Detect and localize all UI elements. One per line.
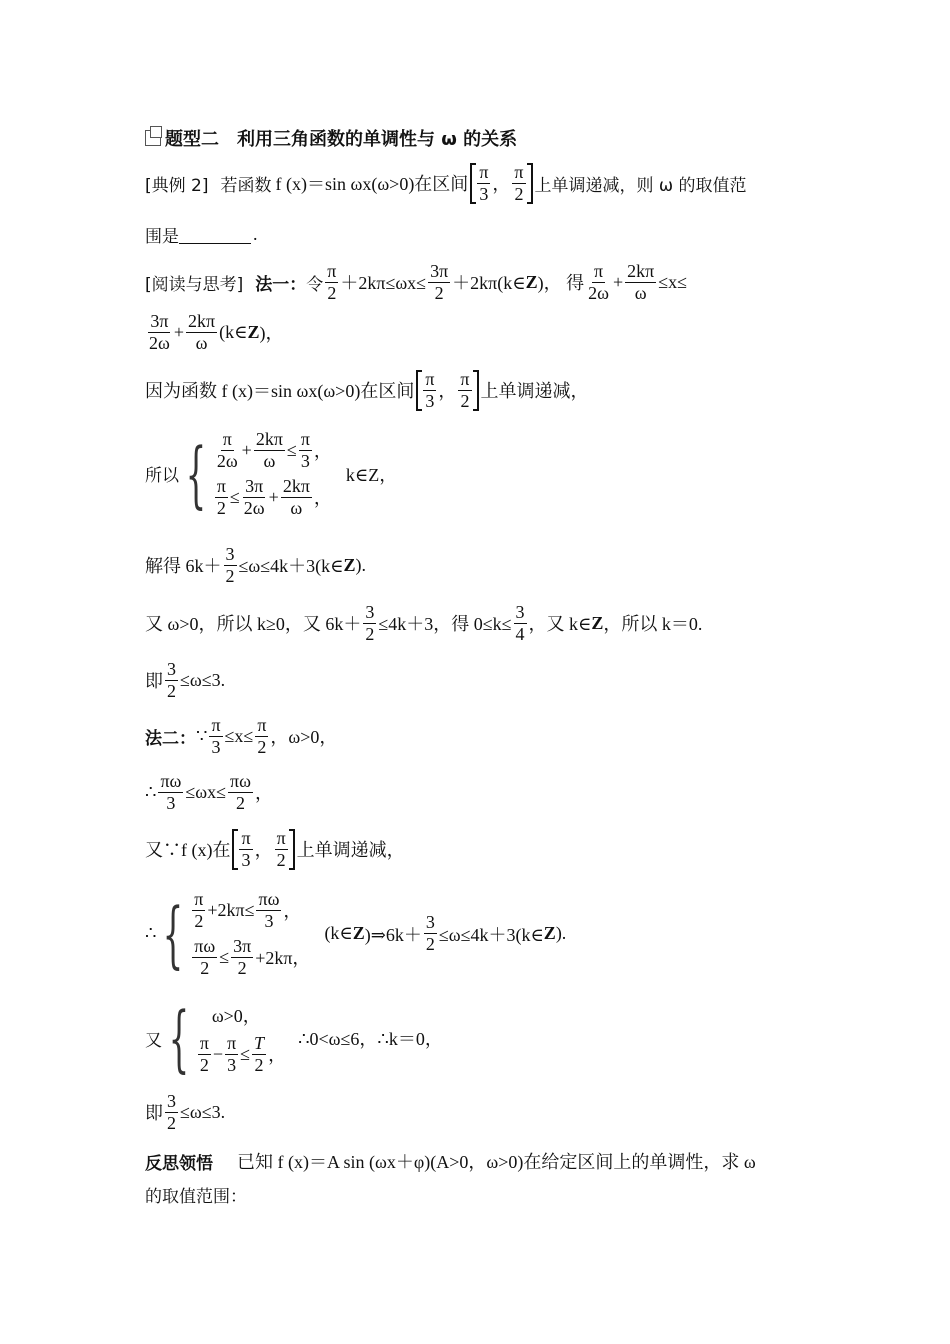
left-brace-icon: { xyxy=(163,891,184,976)
fraction: $\frac{\pi}{3}$ xyxy=(211,715,221,757)
also-line: 又 ω>0，所以 k≥0，又 6k＋ $\frac{3}{2}$ ≤4k＋3，得 0≤k≤ $\frac{3}{4}$ ，又 k∈ Z ，所以 k＝0. xyxy=(145,602,703,644)
fraction: $\frac{3}{2}$ xyxy=(225,544,235,586)
fraction: $\frac{\pi}{3}$ xyxy=(241,828,251,870)
interval-bracket: $\frac{\pi}{3}$ ， $\frac{\pi}{2}$ xyxy=(470,163,532,204)
fraction: $\frac{3}{2}$ xyxy=(365,602,375,644)
fraction: $\frac{\pi}{2}$ xyxy=(199,1033,209,1075)
reading-label: [阅读与思考] xyxy=(145,274,244,295)
answer-blank xyxy=(179,225,251,244)
section-title: 题型二 利用三角函数的单调性与 ω 的关系 xyxy=(165,129,518,150)
method2-line-3: 又∵f (x)在 $\frac{\pi}{3}$ ， $\frac{\pi}{2}$ 上单调递减， xyxy=(145,828,405,870)
fraction: $\frac{\pi}{2\omega}$ xyxy=(588,261,609,303)
left-brace-icon: { xyxy=(168,996,190,1081)
system-rows xyxy=(196,1002,286,1075)
fraction: $\frac{3\pi}{2}$ xyxy=(233,935,252,978)
fraction: $\frac{2k\pi}{\omega}$ xyxy=(255,429,283,471)
because-line: 因为函数 f (x)＝sin ωx(ω>0)在区间 $\frac{\pi}{3}$ ， $\frac{\pi}{2}$ 上单调递减， xyxy=(145,369,589,411)
reading-line-1: [阅读与思考] 法一： 令 $\frac{\pi}{2}$ ＋2kπ≤ωx≤ $\frac{3\pi}{2}$ ＋2kπ(k∈ Z )， 得 $\frac{\pi}{2\omega}$ + $\frac{2k\pi}{\omega}$ ≤x≤ xyxy=(145,261,687,303)
example-line-1 xyxy=(145,163,747,204)
interval-bracket: $\frac{\pi}{3}$ ， $\frac{\pi}{2}$ xyxy=(416,370,478,411)
system-row: $\frac{\pi\omega}{2}$ ≤ $\frac{3\pi}{2}$ +2kπ， xyxy=(194,935,311,978)
fraction: $\frac{\pi}{2}$ xyxy=(514,162,524,204)
method2-line-2: ∴ $\frac{\pi\omega}{3}$ ≤ωx≤ $\frac{\pi\omega}{2}$ ， xyxy=(145,771,273,813)
fraction: $\frac{\pi}{2}$ xyxy=(276,828,286,870)
system-1: 所以 { $\frac{\pi}{2\omega}$ + $\frac{2k\pi}{\omega}$ ≤ $\frac{\pi}{3}$ ， $\frac{\pi}{2}$ ≤ $\frac{3\pi}{2\omega}$ + $\frac{2k\pi}{\omega}$ ， k∈Z， xyxy=(145,429,398,518)
reflection-label: 反思领悟 xyxy=(145,1153,213,1174)
fraction: $\frac{T}{2}$ xyxy=(254,1033,265,1075)
fraction: $\frac{\pi\omega}{2}$ xyxy=(230,771,251,813)
system-rows xyxy=(213,430,332,518)
system-2: ∴ { $\frac{\pi}{2}$ +2kπ≤ $\frac{\pi\omega}{3}$ ， $\frac{\pi\omega}{2}$ ≤ $\frac{3\pi}{2}$ +2kπ， (k∈ Z )⇒6k＋ $\frac{3}{2}$ ≤ω≤4k＋3(k∈ Z ). xyxy=(145,889,567,978)
method1-label: 法一： xyxy=(255,274,307,295)
fraction: $\frac{3\pi}{2}$ xyxy=(430,261,449,303)
fraction: $\frac{\pi}{2}$ xyxy=(257,715,267,757)
fraction: $\frac{\pi}{3}$ xyxy=(479,162,489,204)
system-row: $\frac{\pi}{2}$ − $\frac{\pi}{3}$ ≤ $\frac{T}{2}$ ， xyxy=(199,1033,287,1075)
fraction: $\frac{\pi\omega}{3}$ xyxy=(258,889,280,931)
fraction: $\frac{2k\pi}{\omega}$ xyxy=(188,311,216,353)
reflection-line-1: 反思领悟 已知 f (x)＝A sin (ωx＋φ)(A>0，ω>0)在给定区间上的单调性，求 ω xyxy=(145,1148,756,1174)
method2-label: 法二： xyxy=(145,728,196,749)
example-text-c: 围是 xyxy=(145,227,179,247)
conclusion-2: 即 $\frac{3}{2}$ ≤ω≤3. xyxy=(145,1091,226,1133)
section-icon xyxy=(145,130,161,146)
example-label: [典例 2] xyxy=(145,175,209,196)
fraction: $\frac{\pi\omega}{2}$ xyxy=(194,935,216,978)
method2-line-1: 法二： ∵ $\frac{\pi}{3}$ ≤x≤ $\frac{\pi}{2}$ ，ω>0， xyxy=(145,715,338,757)
fraction: $\frac{3\pi}{2\omega}$ xyxy=(243,475,265,518)
fraction: $\frac{\pi}{2\omega}$ xyxy=(216,429,238,471)
fraction: $\frac{\pi}{2}$ xyxy=(216,475,226,518)
system-row: $\frac{\pi}{2}$ ≤ $\frac{3\pi}{2\omega}$ + $\frac{2k\pi}{\omega}$ ， xyxy=(216,475,332,518)
solve-line: 解得 6k＋ $\frac{3}{2}$ ≤ω≤4k＋3(k∈ Z ). xyxy=(145,544,366,586)
fraction: $\frac{\pi}{2}$ xyxy=(194,889,204,931)
example-text-a: 若函数 xyxy=(220,175,272,196)
fraction: $\frac{\pi}{2}$ xyxy=(460,369,470,411)
system-row: $\frac{\pi}{2\omega}$ + $\frac{2k\pi}{\omega}$ ≤ $\frac{\pi}{3}$ ， xyxy=(216,429,332,471)
fraction: $\frac{\pi}{3}$ xyxy=(425,369,435,411)
fraction: $\frac{3}{4}$ xyxy=(515,602,525,644)
system-row: ω>0， xyxy=(211,1006,261,1026)
fraction: $\frac{3\pi}{2\omega}$ xyxy=(149,311,170,353)
system-rows xyxy=(190,890,310,978)
fraction: $\frac{\pi\omega}{3}$ xyxy=(160,771,182,813)
example-func: f (x)＝sin ωx(ω>0)在区间 xyxy=(275,174,469,195)
system-3: 又 { ω>0， $\frac{\pi}{2}$ − $\frac{\pi}{3}$ ≤ $\frac{T}{2}$ ， ∴0<ω≤6，∴k＝0， xyxy=(145,996,443,1081)
example-text-b: 上单调递减，则 ω 的取值范 xyxy=(534,175,747,196)
fraction: $\frac{2k\pi}{\omega}$ xyxy=(282,475,310,518)
left-brace-icon: { xyxy=(185,431,207,516)
example-line-2: 围是 . xyxy=(145,224,258,247)
system-row: $\frac{\pi}{2}$ +2kπ≤ $\frac{\pi\omega}{3}$ ， xyxy=(194,889,302,931)
conclusion-1: 即 $\frac{3}{2}$ ≤ω≤3. xyxy=(145,659,226,701)
section-heading xyxy=(145,125,517,151)
fraction: $\frac{3}{2}$ xyxy=(425,912,435,955)
fraction: $\frac{3}{2}$ xyxy=(167,1091,176,1133)
reading-line-2: $\frac{3\pi}{2\omega}$ + $\frac{2k\pi}{\omega}$ (k∈ Z )， xyxy=(149,311,284,353)
fraction: $\frac{\pi}{3}$ xyxy=(300,429,310,471)
interval-bracket: $\frac{\pi}{3}$ ， $\frac{\pi}{2}$ xyxy=(232,829,294,870)
fraction: $\frac{3}{2}$ xyxy=(167,659,176,701)
fraction: $\frac{\pi}{3}$ xyxy=(227,1033,237,1075)
fraction: $\frac{2k\pi}{\omega}$ xyxy=(627,261,655,303)
reflection-line-2: 的取值范围： xyxy=(145,1187,247,1207)
fraction: $\frac{\pi}{2}$ xyxy=(327,261,337,303)
